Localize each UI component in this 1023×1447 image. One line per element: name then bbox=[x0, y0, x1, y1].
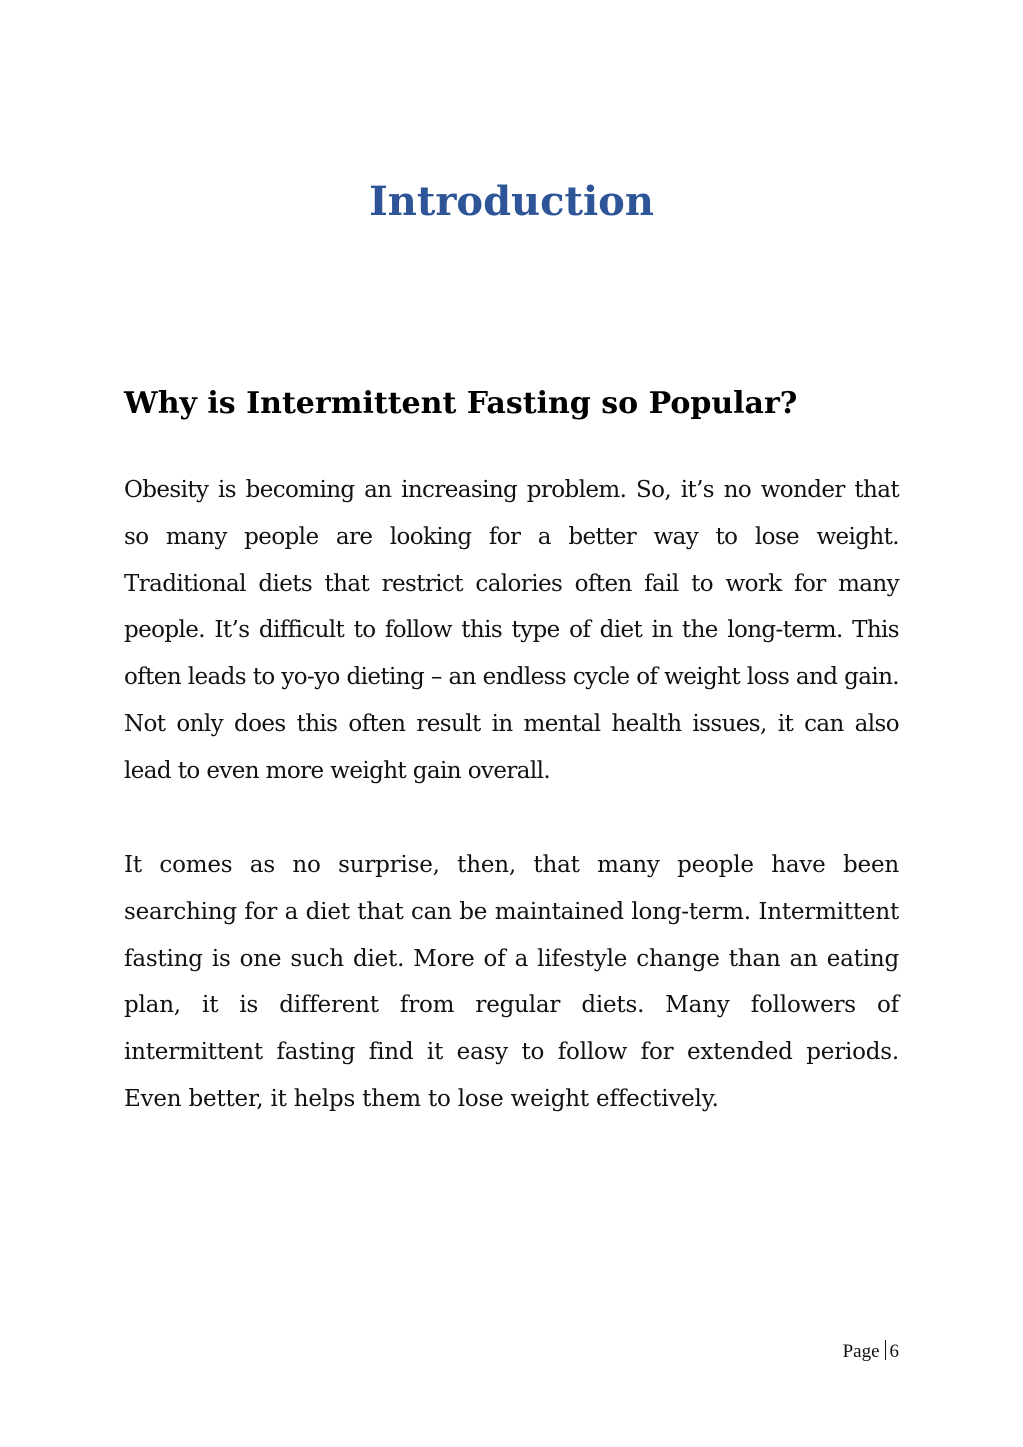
body-paragraph-1: Obesity is becoming an increasing problem. So, it’s no wonder that so many people are looking for a better way to lose weight. Traditional diets that restrict calories often fail to work for many people. It’s difficult to follow this type of diet in the long-term. This often leads to yo-yo dieting – an endless cycle of weight loss and gain. Not only does this often result in mental health issues, it can also lead to even more weight gain overall. bbox=[124, 477, 899, 784]
chapter-title: Introduction bbox=[369, 178, 654, 225]
page-footer bbox=[843, 1338, 899, 1366]
section-heading: Why is Intermittent Fasting so Popular? bbox=[124, 386, 798, 421]
body-paragraph-2: It comes as no surprise, then, that many people have been searching for a diet that can be maintained long-term. Intermittent fasting is one such diet. More of a lifestyle change than an eating plan, it is different from regular diets. Many followers of intermittent fasting find it easy to follow for extended periods. Even better, it helps them to lose weight effectively. bbox=[124, 852, 899, 1112]
page-number: 6 bbox=[889, 1341, 899, 1362]
page-label: Page bbox=[842, 1341, 880, 1362]
footer-separator bbox=[885, 1340, 886, 1360]
